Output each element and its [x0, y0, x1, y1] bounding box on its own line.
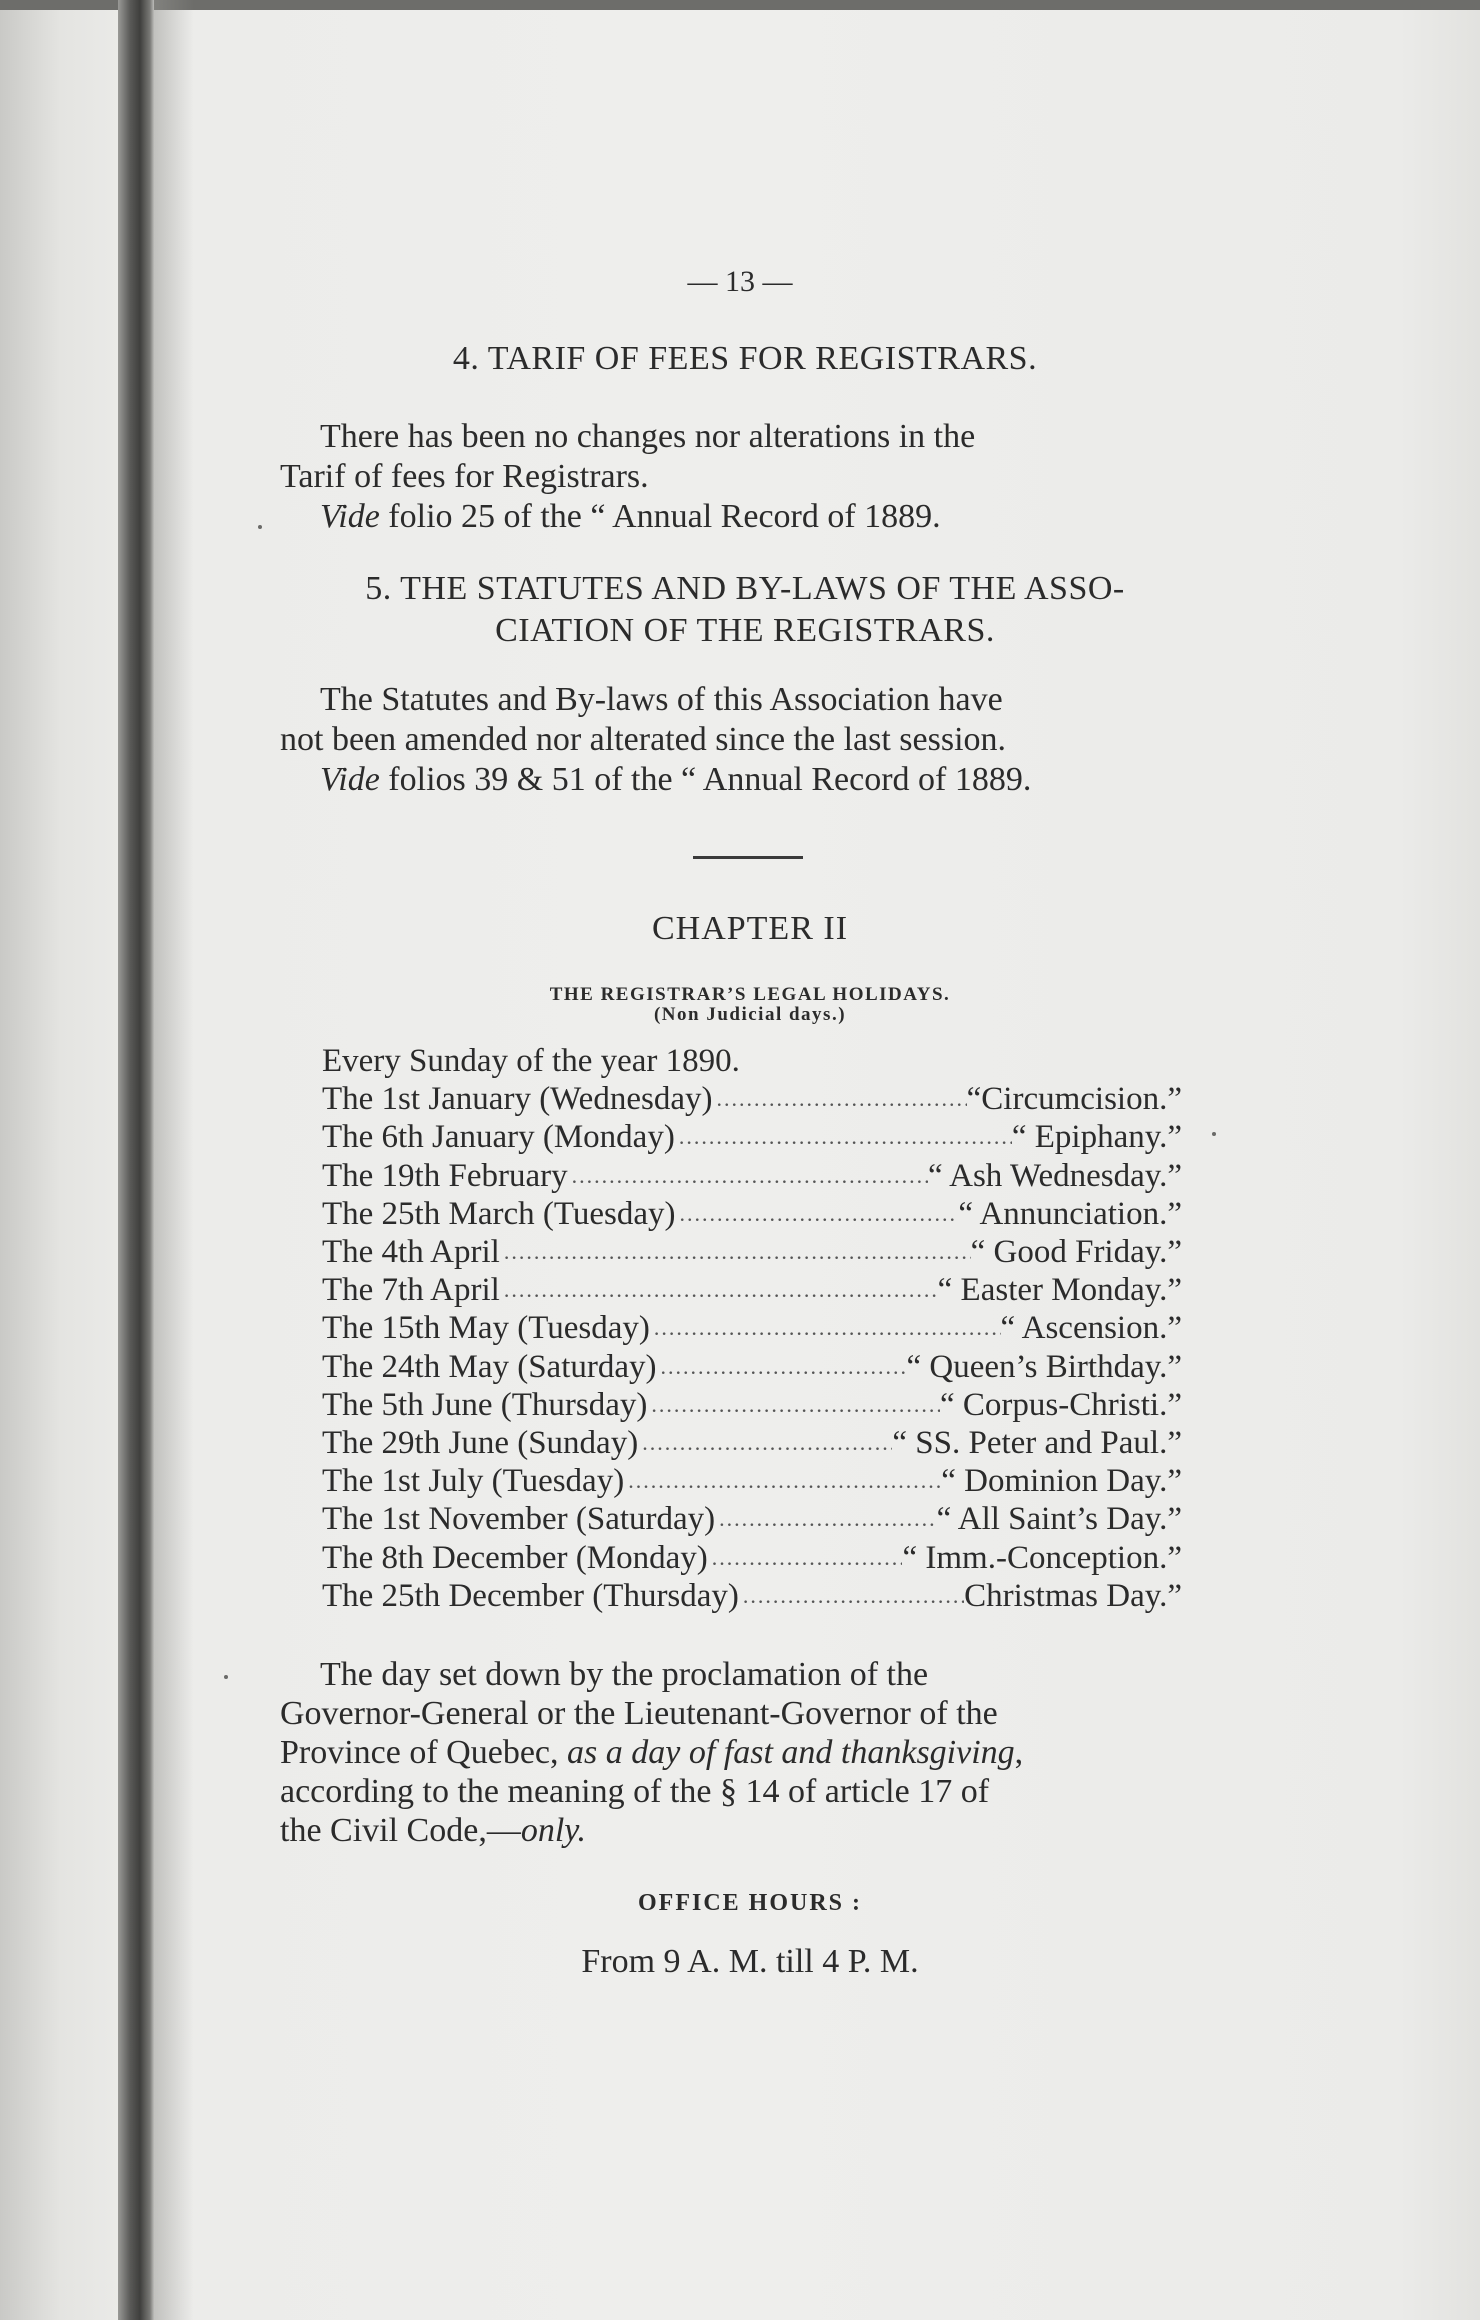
- holiday-date: The 6th January (Monday): [322, 1119, 675, 1156]
- section-5-line-1: The Statutes and By-laws of this Association have: [320, 681, 1003, 718]
- holiday-row: [322, 1118, 1182, 1156]
- section-5-heading-line-1: 5. THE STATUTES AND BY-LAWS OF THE ASSO-: [365, 570, 1125, 607]
- proclamation-line-1: The day set down by the proclamation of the: [320, 1656, 929, 1693]
- holiday-date: The 1st November (Saturday): [322, 1501, 716, 1538]
- holiday-date: The 1st January (Wednesday): [322, 1081, 713, 1118]
- holiday-row: [322, 1271, 1182, 1309]
- holiday-row: [322, 1386, 1182, 1424]
- holiday-row: [322, 1157, 1182, 1195]
- section-5-paragraph: [280, 680, 1200, 800]
- holiday-row: [322, 1424, 1182, 1462]
- holiday-date: The 25th March (Tuesday): [322, 1195, 676, 1232]
- holiday-leader-dots: [624, 1462, 941, 1500]
- proclamation-paragraph: [280, 1655, 1210, 1850]
- holiday-leader-dots: [500, 1233, 971, 1271]
- holiday-row: [322, 1233, 1182, 1271]
- vide-word: Vide: [320, 761, 380, 798]
- proclamation-line-5: [280, 1811, 1210, 1850]
- proclamation-line-5-italic: only.: [520, 1812, 586, 1849]
- scan-speck: [258, 525, 262, 529]
- holiday-row: [322, 1500, 1182, 1538]
- section-4-line-1: There has been no changes nor alterations in the: [320, 418, 976, 455]
- office-hours-text: From 9 A. M. till 4 P. M.: [581, 1943, 919, 1980]
- holiday-leader-dots: [650, 1309, 1001, 1347]
- section-4-vide-text: folio 25 of the “ Annual Record of 1889.: [379, 498, 941, 535]
- holiday-name: “ Ash Wednesday.”: [928, 1157, 1182, 1194]
- holiday-name: “ Annunciation.”: [958, 1195, 1182, 1232]
- holiday-leader-dots: [638, 1424, 892, 1462]
- section-5-heading-line-2: CIATION OF THE REGISTRARS.: [495, 612, 995, 649]
- section-4-heading: 4. TARIF OF FEES FOR REGISTRARS.: [452, 340, 1038, 377]
- chapter-subtitle-line-2: (Non Judicial days.): [653, 1004, 847, 1025]
- holiday-leader-dots: [675, 1118, 1012, 1156]
- proclamation-line-3-end: ,: [1014, 1734, 1024, 1771]
- chapter-title: CHAPTER II: [651, 910, 849, 947]
- holiday-row: [322, 1195, 1182, 1233]
- holiday-name: “ Corpus-Christi.”: [940, 1386, 1182, 1423]
- holiday-name: Christmas Day.”: [964, 1577, 1182, 1614]
- scan-speck: [224, 1675, 228, 1679]
- scan-speck: [1212, 1132, 1216, 1136]
- holiday-list: [322, 1042, 1182, 1615]
- holiday-name: “ Good Friday.”: [970, 1234, 1182, 1271]
- holiday-name: “ Dominion Day.”: [941, 1463, 1182, 1500]
- holiday-date: The 29th June (Sunday): [322, 1425, 639, 1462]
- holiday-name: “ Imm.-Conception.”: [902, 1539, 1182, 1576]
- holiday-leader-dots: [712, 1080, 966, 1118]
- section-5-line-2: not been amended nor alterated since the last session.: [280, 721, 1007, 758]
- section-5-vide-text: folios 39 & 51 of the “ Annual Record of 1889.: [379, 761, 1032, 798]
- holiday-date: The 25th December (Thursday): [322, 1577, 739, 1614]
- holiday-date: The 15th May (Tuesday): [322, 1310, 650, 1347]
- holiday-name: “Circumcision.”: [966, 1081, 1182, 1118]
- section-divider: [693, 856, 803, 859]
- holiday-date: The 5th June (Thursday): [322, 1386, 648, 1423]
- holiday-leader-dots: [647, 1386, 940, 1424]
- holiday-rows: [322, 1080, 1182, 1615]
- holiday-leader-dots: [657, 1348, 907, 1386]
- section-4-vide-line: [280, 497, 1200, 537]
- holiday-name: “ Epiphany.”: [1011, 1119, 1182, 1156]
- proclamation-line-3-start: Province of Quebec,: [280, 1734, 568, 1771]
- proclamation-line-3-italic: as a day of fast and thanksgiving: [567, 1734, 1015, 1771]
- holiday-leader-dots: [568, 1157, 928, 1195]
- proclamation-line-3: [280, 1733, 1210, 1772]
- holiday-date: The 1st July (Tuesday): [322, 1463, 625, 1500]
- holiday-row: [322, 1462, 1182, 1500]
- holiday-name: “ SS. Peter and Paul.”: [892, 1425, 1182, 1462]
- holiday-name: “ Ascension.”: [1000, 1310, 1182, 1347]
- holiday-row: [322, 1577, 1182, 1615]
- office-hours-title: OFFICE HOURS :: [637, 1890, 862, 1916]
- section-5-heading: [280, 568, 1210, 652]
- proclamation-line-5-start: the Civil Code,—: [280, 1812, 521, 1849]
- holiday-date: The 8th December (Monday): [322, 1539, 708, 1576]
- holiday-name: “ Queen’s Birthday.”: [906, 1348, 1182, 1385]
- section-4-paragraph: [280, 417, 1200, 537]
- proclamation-line-4: according to the meaning of the § 14 of article 17 of: [280, 1773, 990, 1810]
- holiday-date: The 24th May (Saturday): [322, 1348, 657, 1385]
- holiday-name: “ Easter Monday.”: [937, 1272, 1182, 1309]
- page-number: — 13 —: [687, 265, 793, 298]
- chapter-subtitle: [430, 985, 1070, 1025]
- holiday-row: [322, 1348, 1182, 1386]
- holiday-intro: Every Sunday of the year 1890.: [322, 1043, 740, 1079]
- holiday-leader-dots: [739, 1577, 964, 1615]
- holiday-date: The 7th April: [322, 1272, 500, 1309]
- holiday-row: [322, 1080, 1182, 1118]
- holiday-row: [322, 1309, 1182, 1347]
- holiday-leader-dots: [675, 1195, 958, 1233]
- holiday-leader-dots: [500, 1271, 938, 1309]
- vide-word: Vide: [320, 498, 380, 535]
- section-4-line-2: Tarif of fees for Registrars.: [280, 458, 649, 495]
- holiday-date: The 19th February: [322, 1157, 568, 1194]
- section-5-vide-line: [280, 760, 1200, 800]
- holiday-name: “ All Saint’s Day.”: [936, 1501, 1182, 1538]
- holiday-date: The 4th April: [322, 1234, 500, 1271]
- chapter-subtitle-line-1: THE REGISTRAR’S LEGAL HOLIDAYS.: [549, 984, 951, 1005]
- holiday-leader-dots: [715, 1500, 937, 1538]
- holiday-leader-dots: [708, 1539, 903, 1577]
- proclamation-line-2: Governor-General or the Lieutenant-Governor of the: [280, 1695, 998, 1732]
- holiday-row: [322, 1539, 1182, 1577]
